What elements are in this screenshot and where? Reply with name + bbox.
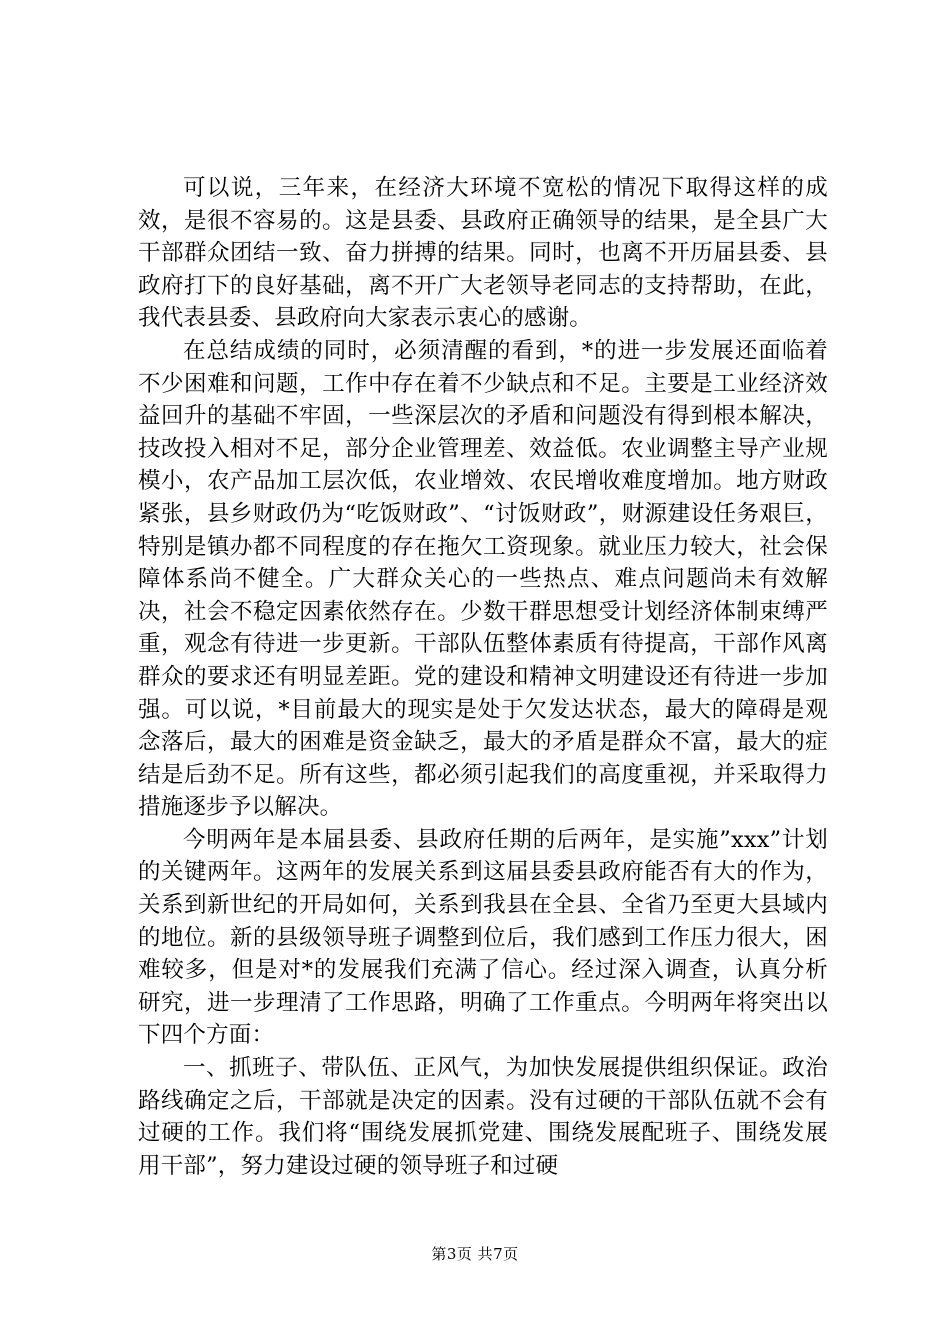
page-footer: [0, 1244, 950, 1264]
page-number-label: 第3页 共7页: [431, 1245, 519, 1263]
paragraph-2: 在总结成绩的同时，必须清醒的看到，*的进一步发展还面临着不少困难和问题，工作中存在着不少缺点和不足。主要是工业经济效益回升的基础不牢固，一些深层次的矛盾和问题没有得到根本解决，技改投入相对不足，部分企业管理差、效益低。农业调整主导产业规模小，农产品加工层次低，农业增效、农民增收难度增加。地方财政紧张，县乡财政仍为“吃饭财政”、“讨饭财政”，财源建设任务艰巨，特别是镇办都不同程度的存在拖欠工资现象。就业压力较大，社会保障体系尚不健全。广大群众关心的一些热点、难点问题尚未有效解决，社会不稳定因素依然存在。少数干群思想受计划经济体制束缚严重，观念有待进一步更新。干部队伍整体素质有待提高，干部作风离群众的要求还有明显差距。党的建设和精神文明建设还有待进一步加强。可以说，*目前最大的现实是处于欠发达状态，最大的障碍是观念落后，最大的困难是资金缺乏，最大的矛盾是群众不富，最大的症结是后劲不足。所有这些，都必须引起我们的高度重视，并采取得力措施逐步予以解决。: [138, 337, 828, 821]
paragraph-1: 可以说，三年来，在经济大环境不宽松的情况下取得这样的成效，是很不容易的。这是县委、县政府正确领导的结果，是全县广大干部群众团结一致、奋力拼搏的结果。同时，也离不开历届县委、县政府打下的良好基础，离不开广大老领导老同志的支持帮助，在此，我代表县委、县政府向大家表示衷心的感谢。: [138, 175, 828, 332]
paragraph-3: 今明两年是本届县委、县政府任期的后两年，是实施”xxx”计划的关键两年。这两年的发展关系到这届县委县政府能否有大的作为，关系到新世纪的开局如何，关系到我县在全县、全省乃至更大县域内的地位。新的县级领导班子调整到位后，我们感到工作压力很大，困难较多，但是对*的发展我们充满了信心。经过深入调查，认真分析研究，进一步理清了工作思路，明确了工作重点。今明两年将突出以下四个方面：: [138, 826, 828, 1049]
document-body: [138, 172, 828, 1182]
paragraph-4: 一、抓班子、带队伍、正风气，为加快发展提供组织保证。政治路线确定之后，干部就是决定的因素。没有过硬的干部队伍就不会有过硬的工作。我们将“围绕发展抓党建、围绕发展配班子、围绕发展用干部”，努力建设过硬的领导班子和过硬: [138, 1055, 828, 1179]
